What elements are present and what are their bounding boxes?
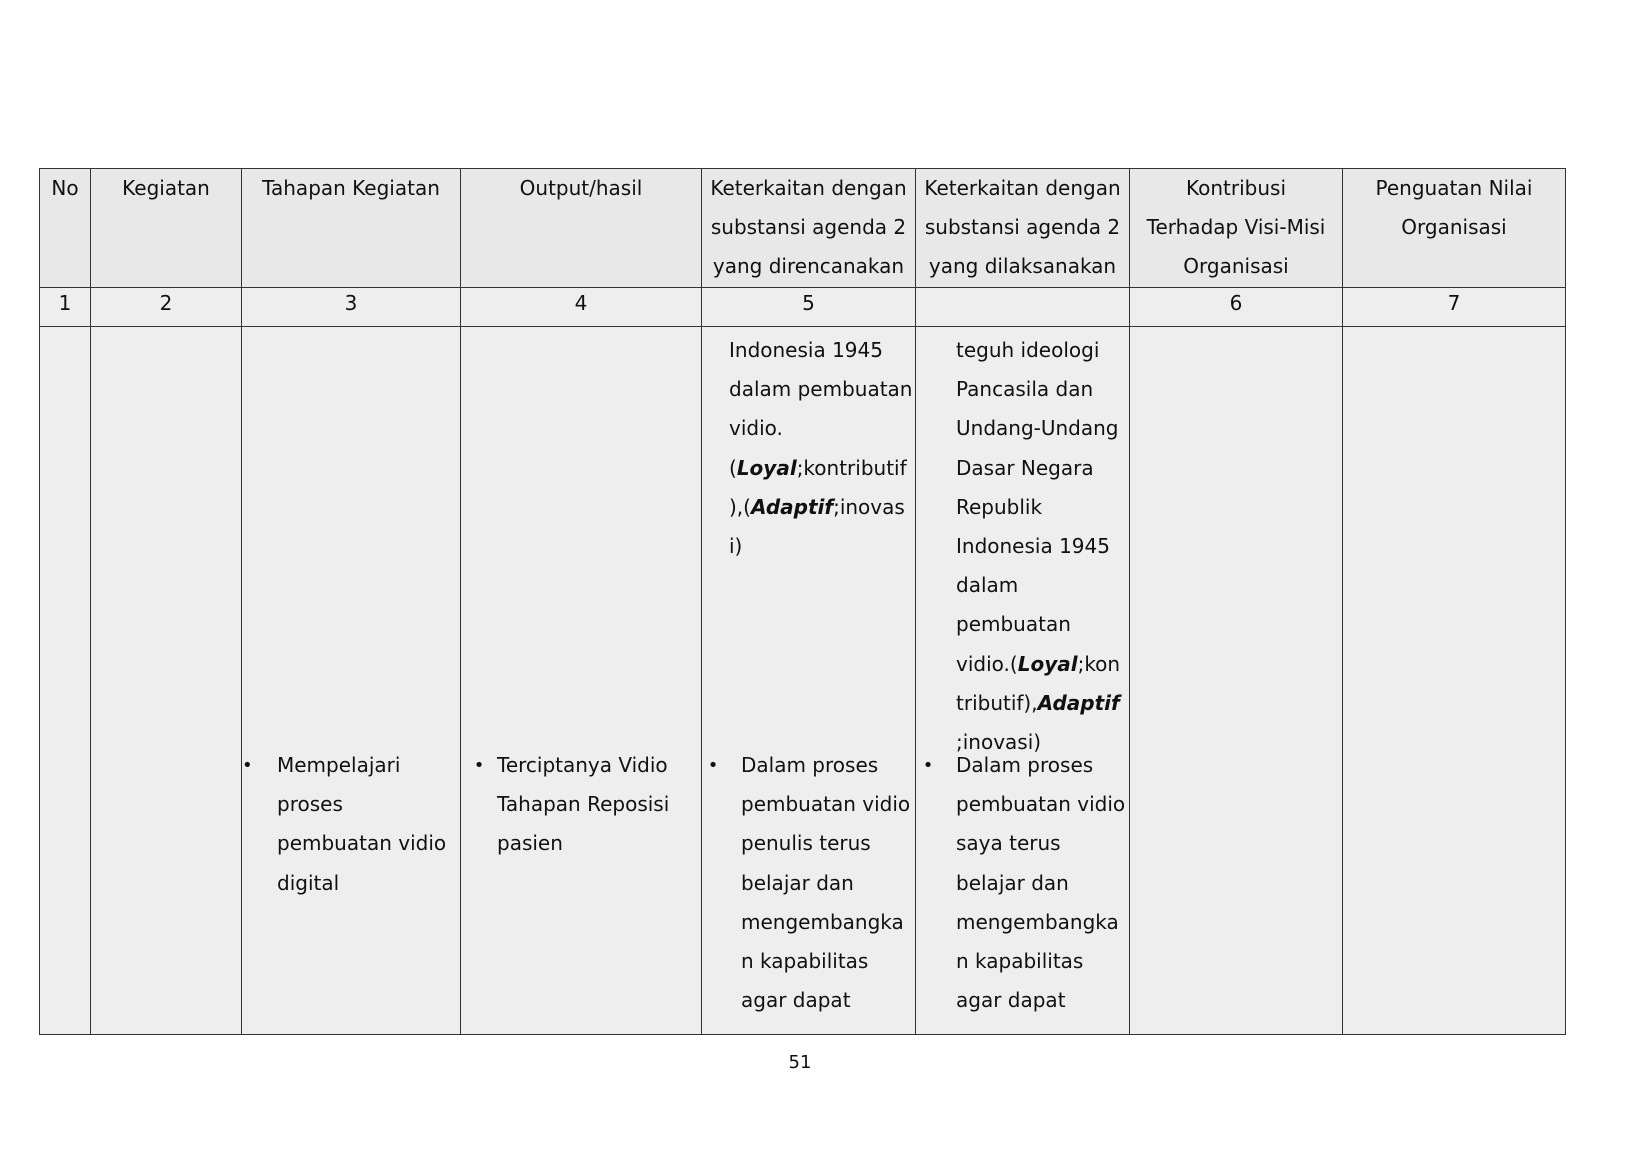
text-line: tributif),Adaptif — [956, 690, 1120, 715]
text-line: digital — [277, 870, 340, 895]
bullet-icon: • — [707, 755, 719, 776]
body-cell-direncanakan — [702, 327, 916, 1035]
text-line: belajar dan — [956, 870, 1069, 895]
text-line: vidio.(Loyal;kon — [956, 651, 1121, 676]
list-item — [916, 746, 1129, 1020]
text-line: saya terus — [956, 831, 1061, 856]
body-cell-tahapan — [242, 327, 461, 1035]
num-cell: 4 — [461, 288, 702, 327]
header-line: Organisasi — [1183, 254, 1289, 278]
text-line: Dasar Negara — [956, 455, 1094, 480]
text-line: Dalam proses — [956, 753, 1094, 777]
header-line: Keterkaitan dengan — [710, 176, 907, 200]
bullet-icon: • — [922, 755, 934, 776]
text-line: agar dapat — [741, 988, 851, 1013]
bullet-text — [724, 746, 910, 1020]
num-cell: 5 — [702, 288, 916, 327]
page-number: 51 — [788, 1052, 812, 1073]
bullet-text — [497, 746, 669, 864]
value-keyword: Loyal — [736, 455, 797, 480]
text-line: Terciptanya Vidio — [497, 753, 668, 777]
text-line: Pancasila dan — [956, 377, 1094, 402]
activity-table — [39, 168, 1566, 1035]
num-cell: 3 — [242, 288, 461, 327]
header-output: Output/hasil — [461, 169, 702, 288]
list-item — [461, 746, 701, 864]
text-line: pembuatan vidio — [956, 792, 1126, 817]
bullet-text — [940, 746, 1125, 1020]
text-line: penulis terus — [741, 831, 871, 856]
num-cell: 6 — [1130, 288, 1343, 327]
text-line: proses — [277, 792, 343, 817]
body-row — [40, 327, 1566, 1035]
text-line: dalam pembuatan — [729, 377, 913, 402]
header-line: Kontribusi — [1186, 176, 1286, 200]
text-line: i) — [729, 534, 743, 559]
text-line: vidio. — [729, 416, 783, 441]
text-line: pembuatan — [956, 612, 1071, 637]
header-line: substansi agenda 2 — [924, 215, 1121, 239]
continued-text — [729, 331, 913, 566]
body-cell-penguatan — [1343, 327, 1566, 1035]
list-item — [702, 746, 915, 1020]
text-line: (Loyal;kontributif — [729, 455, 907, 480]
text-line: Republik — [956, 494, 1043, 519]
bullet-icon: • — [473, 755, 485, 776]
header-line: substansi agenda 2 — [710, 215, 907, 239]
text-line: Undang-Undang — [956, 416, 1119, 441]
text-line: pembuatan vidio — [277, 831, 447, 856]
list-item — [242, 746, 460, 903]
text-line: ),(Adaptif;inovas — [729, 494, 905, 519]
header-line: Terhadap Visi-Misi — [1146, 215, 1326, 239]
header-kegiatan: Kegiatan — [91, 169, 242, 288]
bullet-text — [262, 746, 446, 903]
text-line: n kapabilitas — [956, 949, 1084, 974]
text-line: teguh ideologi — [956, 338, 1100, 362]
text-line: agar dapat — [956, 988, 1066, 1013]
text-line: Mempelajari — [277, 753, 401, 777]
header-row — [40, 169, 1566, 288]
text-line: mengembangka — [741, 909, 904, 934]
text-line: ;inovasi) — [956, 730, 1042, 755]
body-cell-no — [40, 327, 91, 1035]
text-line: Tahapan Reposisi — [497, 792, 670, 817]
text-line: Dalam proses — [741, 753, 879, 777]
text-line: dalam — [956, 573, 1019, 598]
header-tahapan: Tahapan Kegiatan — [242, 169, 461, 288]
num-cell: 1 — [40, 288, 91, 327]
body-cell-output — [461, 327, 702, 1035]
body-cell-kontribusi — [1130, 327, 1343, 1035]
text-line: pasien — [497, 831, 563, 856]
header-keterkaitan-direncanakan — [702, 169, 916, 288]
num-cell: 2 — [91, 288, 242, 327]
value-keyword: Adaptif — [1037, 690, 1120, 715]
header-line: yang direncanakan — [712, 254, 905, 278]
header-line: Organisasi — [1401, 215, 1507, 239]
continued-text — [956, 331, 1120, 762]
bullet-icon: • — [242, 755, 253, 776]
text-line: mengembangka — [956, 909, 1119, 934]
body-cell-dilaksanakan — [916, 327, 1130, 1035]
text-line: pembuatan vidio — [741, 792, 911, 817]
header-line: yang dilaksanakan — [928, 254, 1117, 278]
value-keyword: Adaptif — [750, 494, 834, 519]
header-keterkaitan-dilaksanakan — [916, 169, 1130, 288]
text-line: n kapabilitas — [741, 949, 869, 974]
body-cell-kegiatan — [91, 327, 242, 1035]
text-line: belajar dan — [741, 870, 854, 895]
num-cell: 7 — [1343, 288, 1566, 327]
header-no: No — [40, 169, 91, 288]
text-line: Indonesia 1945 — [956, 534, 1110, 559]
header-kontribusi — [1130, 169, 1343, 288]
header-line: Keterkaitan dengan — [924, 176, 1121, 200]
text-line: Indonesia 1945 — [729, 338, 883, 362]
number-row — [40, 288, 1566, 327]
header-penguatan — [1343, 169, 1566, 288]
num-cell — [916, 288, 1130, 327]
value-keyword: Loyal — [1017, 651, 1078, 676]
header-line: Penguatan Nilai — [1375, 176, 1533, 200]
